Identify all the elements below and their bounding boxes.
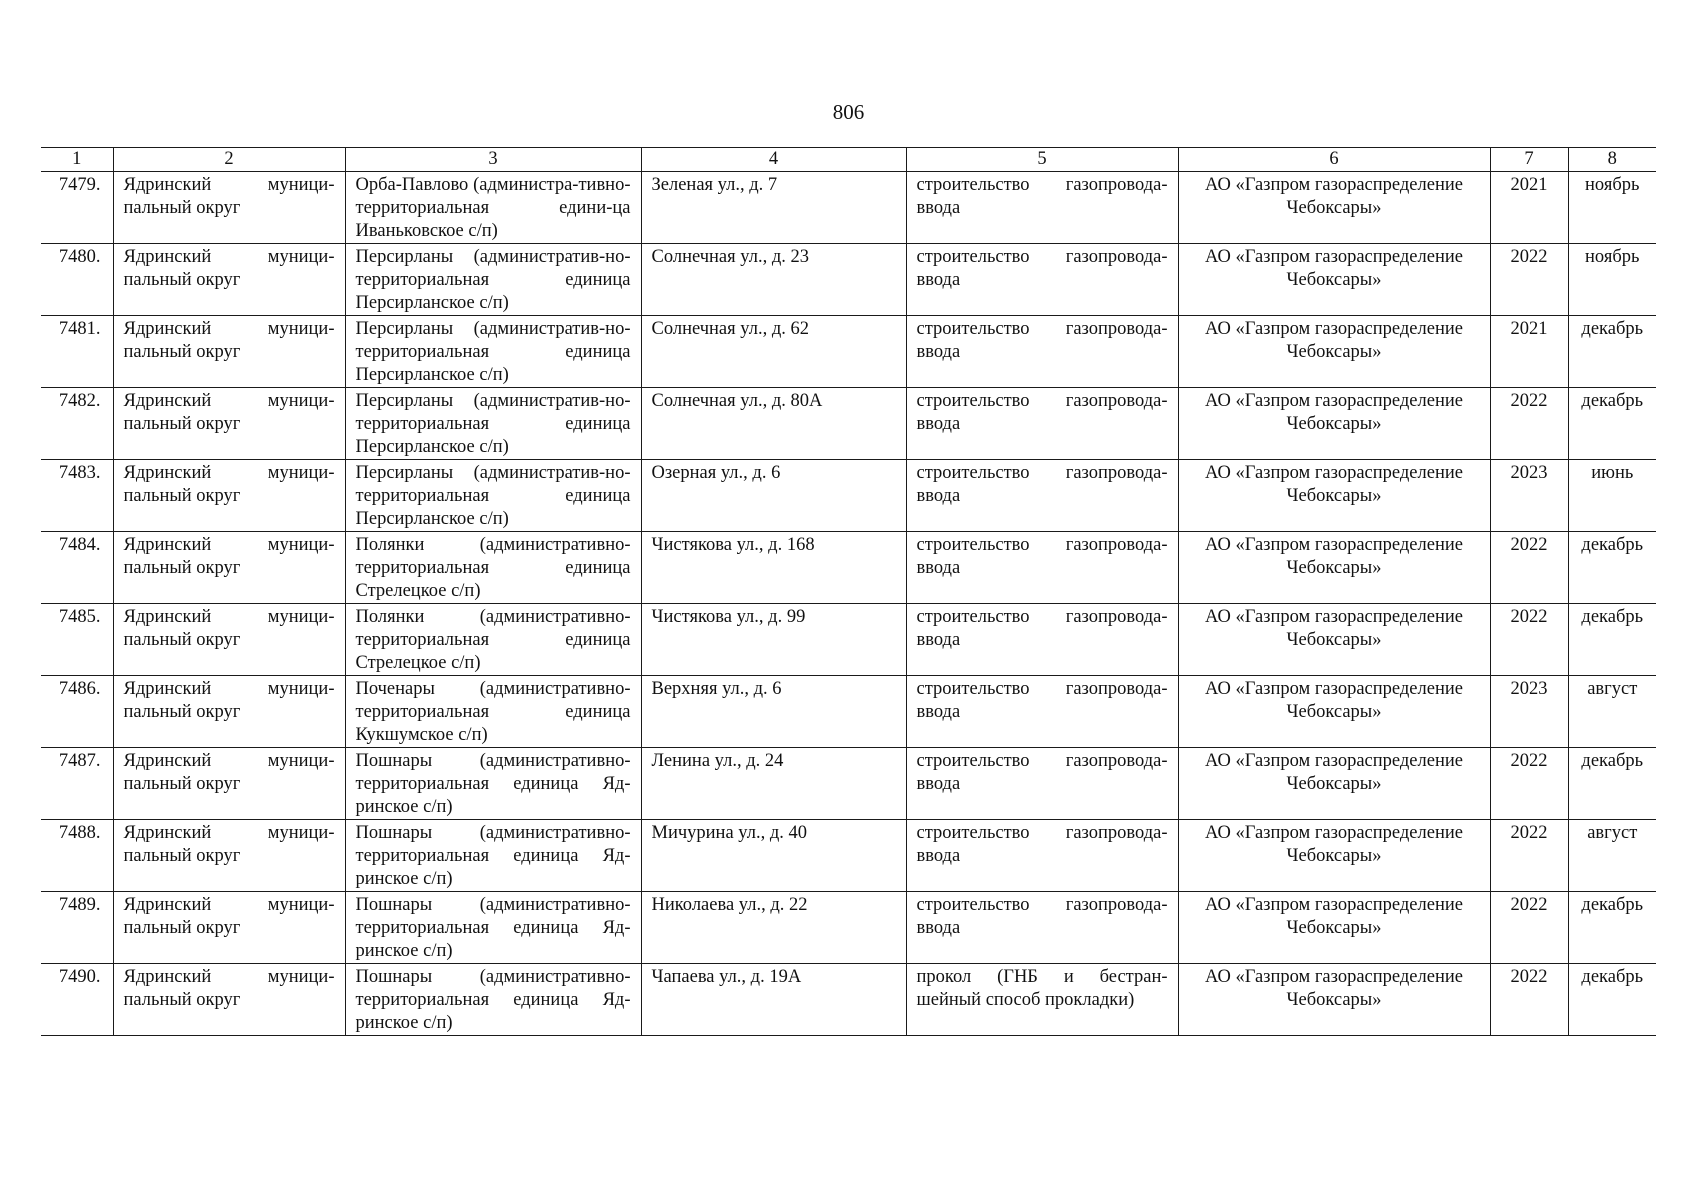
locality-cell: Полянки (административно-территориальная единица Стрелецкое с/п) xyxy=(345,604,641,676)
work-type-cell: строительство газопровода-ввода xyxy=(906,388,1178,460)
table-row xyxy=(41,676,1656,748)
district-cell: Ядринский муници-пальный округ xyxy=(113,748,345,820)
district-cell: Ядринский муници-пальный округ xyxy=(113,172,345,244)
row-number-cell: 7487. xyxy=(41,748,113,820)
locality-cell: Пошнары (административно-территориальная единица Яд-ринское с/п) xyxy=(345,820,641,892)
header-row xyxy=(41,148,1656,172)
year-cell: 2022 xyxy=(1490,388,1568,460)
month-cell: декабрь xyxy=(1568,748,1656,820)
work-type-cell: строительство газопровода-ввода xyxy=(906,748,1178,820)
work-type-cell: строительство газопровода-ввода xyxy=(906,172,1178,244)
work-type-cell: строительство газопровода-ввода xyxy=(906,244,1178,316)
address-cell: Солнечная ул., д. 62 xyxy=(641,316,906,388)
address-cell: Зеленая ул., д. 7 xyxy=(641,172,906,244)
district-cell: Ядринский муници-пальный округ xyxy=(113,316,345,388)
address-cell: Солнечная ул., д. 23 xyxy=(641,244,906,316)
row-number-cell: 7490. xyxy=(41,964,113,1036)
address-cell: Николаева ул., д. 22 xyxy=(641,892,906,964)
work-type-cell: строительство газопровода-ввода xyxy=(906,604,1178,676)
address-cell: Чистякова ул., д. 168 xyxy=(641,532,906,604)
table-row xyxy=(41,244,1656,316)
month-cell: ноябрь xyxy=(1568,244,1656,316)
table-row xyxy=(41,892,1656,964)
organization-cell: АО «Газпром газораспределение Чебоксары» xyxy=(1178,748,1490,820)
month-cell: июнь xyxy=(1568,460,1656,532)
year-cell: 2023 xyxy=(1490,676,1568,748)
locality-cell: Персирланы (административ-но-территориальная единица Персирланское с/п) xyxy=(345,316,641,388)
gasification-table xyxy=(41,147,1656,1036)
district-cell: Ядринский муници-пальный округ xyxy=(113,532,345,604)
year-cell: 2023 xyxy=(1490,460,1568,532)
district-cell: Ядринский муници-пальный округ xyxy=(113,244,345,316)
table-row xyxy=(41,532,1656,604)
locality-cell: Персирланы (административ-но-территориальная единица Персирланское с/п) xyxy=(345,460,641,532)
row-number-cell: 7482. xyxy=(41,388,113,460)
row-number-cell: 7489. xyxy=(41,892,113,964)
row-number-cell: 7483. xyxy=(41,460,113,532)
work-type-cell: строительство газопровода-ввода xyxy=(906,316,1178,388)
column-header: 5 xyxy=(906,148,1178,172)
district-cell: Ядринский муници-пальный округ xyxy=(113,604,345,676)
month-cell: декабрь xyxy=(1568,316,1656,388)
row-number-cell: 7481. xyxy=(41,316,113,388)
address-cell: Верхняя ул., д. 6 xyxy=(641,676,906,748)
organization-cell: АО «Газпром газораспределение Чебоксары» xyxy=(1178,892,1490,964)
table-body xyxy=(41,172,1656,1036)
work-type-cell: прокол (ГНБ и бестран-шейный способ прокладки) xyxy=(906,964,1178,1036)
column-header: 6 xyxy=(1178,148,1490,172)
month-cell: декабрь xyxy=(1568,892,1656,964)
row-number-cell: 7488. xyxy=(41,820,113,892)
year-cell: 2022 xyxy=(1490,604,1568,676)
column-header: 8 xyxy=(1568,148,1656,172)
year-cell: 2022 xyxy=(1490,964,1568,1036)
year-cell: 2022 xyxy=(1490,820,1568,892)
month-cell: декабрь xyxy=(1568,532,1656,604)
table-row xyxy=(41,748,1656,820)
year-cell: 2022 xyxy=(1490,244,1568,316)
month-cell: декабрь xyxy=(1568,388,1656,460)
address-cell: Солнечная ул., д. 80А xyxy=(641,388,906,460)
page-number: 806 xyxy=(832,100,865,124)
locality-cell: Поченары (административно-территориальная единица Кукшумское с/п) xyxy=(345,676,641,748)
year-cell: 2021 xyxy=(1490,316,1568,388)
year-cell: 2022 xyxy=(1490,748,1568,820)
month-cell: ноябрь xyxy=(1568,172,1656,244)
locality-cell: Пошнары (административно-территориальная единица Яд-ринское с/п) xyxy=(345,748,641,820)
table-row xyxy=(41,604,1656,676)
year-cell: 2022 xyxy=(1490,532,1568,604)
row-number-cell: 7486. xyxy=(41,676,113,748)
table-row xyxy=(41,460,1656,532)
organization-cell: АО «Газпром газораспределение Чебоксары» xyxy=(1178,532,1490,604)
work-type-cell: строительство газопровода-ввода xyxy=(906,460,1178,532)
district-cell: Ядринский муници-пальный округ xyxy=(113,676,345,748)
table-header xyxy=(41,148,1656,172)
locality-cell: Пошнары (административно-территориальная единица Яд-ринское с/п) xyxy=(345,964,641,1036)
district-cell: Ядринский муници-пальный округ xyxy=(113,964,345,1036)
locality-cell: Персирланы (административ-но-территориальная единица Персирланское с/п) xyxy=(345,244,641,316)
table-row xyxy=(41,316,1656,388)
organization-cell: АО «Газпром газораспределение Чебоксары» xyxy=(1178,316,1490,388)
district-cell: Ядринский муници-пальный округ xyxy=(113,892,345,964)
address-cell: Мичурина ул., д. 40 xyxy=(641,820,906,892)
address-cell: Чапаева ул., д. 19А xyxy=(641,964,906,1036)
work-type-cell: строительство газопровода-ввода xyxy=(906,532,1178,604)
column-header: 1 xyxy=(41,148,113,172)
table-row xyxy=(41,964,1656,1036)
organization-cell: АО «Газпром газораспределение Чебоксары» xyxy=(1178,820,1490,892)
month-cell: декабрь xyxy=(1568,964,1656,1036)
row-number-cell: 7479. xyxy=(41,172,113,244)
work-type-cell: строительство газопровода-ввода xyxy=(906,820,1178,892)
locality-cell: Пошнары (административно-территориальная единица Яд-ринское с/п) xyxy=(345,892,641,964)
table-row xyxy=(41,820,1656,892)
organization-cell: АО «Газпром газораспределение Чебоксары» xyxy=(1178,460,1490,532)
organization-cell: АО «Газпром газораспределение Чебоксары» xyxy=(1178,244,1490,316)
organization-cell: АО «Газпром газораспределение Чебоксары» xyxy=(1178,964,1490,1036)
organization-cell: АО «Газпром газораспределение Чебоксары» xyxy=(1178,676,1490,748)
address-cell: Чистякова ул., д. 99 xyxy=(641,604,906,676)
month-cell: август xyxy=(1568,820,1656,892)
locality-cell: Полянки (административно-территориальная единица Стрелецкое с/п) xyxy=(345,532,641,604)
month-cell: август xyxy=(1568,676,1656,748)
month-cell: декабрь xyxy=(1568,604,1656,676)
row-number-cell: 7480. xyxy=(41,244,113,316)
column-header: 2 xyxy=(113,148,345,172)
organization-cell: АО «Газпром газораспределение Чебоксары» xyxy=(1178,172,1490,244)
table-row xyxy=(41,172,1656,244)
district-cell: Ядринский муници-пальный округ xyxy=(113,820,345,892)
organization-cell: АО «Газпром газораспределение Чебоксары» xyxy=(1178,604,1490,676)
locality-cell: Орба-Павлово (администра-тивно-территориальная едини-ца Иваньковское с/п) xyxy=(345,172,641,244)
work-type-cell: строительство газопровода-ввода xyxy=(906,676,1178,748)
year-cell: 2022 xyxy=(1490,892,1568,964)
address-cell: Озерная ул., д. 6 xyxy=(641,460,906,532)
row-number-cell: 7484. xyxy=(41,532,113,604)
column-header: 7 xyxy=(1490,148,1568,172)
district-cell: Ядринский муници-пальный округ xyxy=(113,460,345,532)
table-row xyxy=(41,388,1656,460)
organization-cell: АО «Газпром газораспределение Чебоксары» xyxy=(1178,388,1490,460)
address-cell: Ленина ул., д. 24 xyxy=(641,748,906,820)
row-number-cell: 7485. xyxy=(41,604,113,676)
work-type-cell: строительство газопровода-ввода xyxy=(906,892,1178,964)
column-header: 4 xyxy=(641,148,906,172)
district-cell: Ядринский муници-пальный округ xyxy=(113,388,345,460)
locality-cell: Персирланы (административ-но-территориальная единица Персирланское с/п) xyxy=(345,388,641,460)
column-header: 3 xyxy=(345,148,641,172)
year-cell: 2021 xyxy=(1490,172,1568,244)
